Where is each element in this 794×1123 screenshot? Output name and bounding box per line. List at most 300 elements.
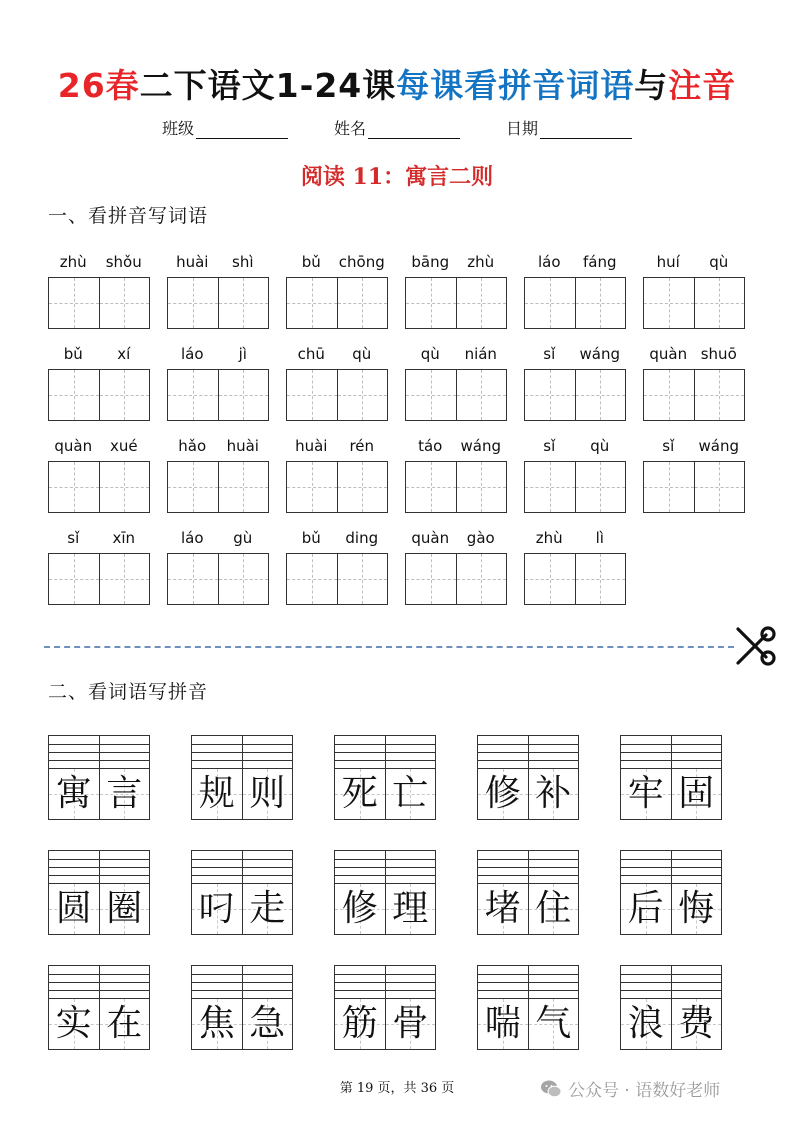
writing-boxes	[167, 277, 269, 329]
character-cell	[242, 884, 293, 934]
pinyin-word-item	[48, 529, 149, 605]
tian-grid-cell[interactable]	[644, 462, 694, 512]
tian-grid-cell[interactable]	[337, 554, 388, 604]
class-field[interactable]	[162, 116, 288, 139]
pinyin-syllable: chōng	[338, 253, 385, 271]
pinyin-writing-lines	[191, 965, 293, 998]
tian-grid-cell[interactable]	[99, 278, 150, 328]
pinyin-syllable: táo	[418, 437, 443, 455]
pinyin-syllable: shǒu	[105, 253, 142, 271]
pinyin-line-cell[interactable]	[49, 851, 99, 883]
word-to-pinyin-grid	[48, 735, 720, 1050]
pinyin-word-item	[405, 345, 506, 421]
word-pinyin-item	[334, 850, 434, 935]
pinyin-syllable: xué	[109, 437, 138, 455]
pinyin-line-cell[interactable]	[671, 736, 722, 768]
tian-grid-cell[interactable]	[694, 370, 745, 420]
writing-boxes	[524, 369, 626, 421]
pinyin-syllable: zhù	[59, 253, 87, 271]
word-pinyin-item	[620, 850, 720, 935]
word-box	[48, 998, 150, 1050]
pinyin-syllable: hǎo	[178, 437, 207, 455]
character: 规	[198, 773, 235, 814]
writing-boxes	[48, 369, 150, 421]
pinyin-syllable: sǐ	[662, 437, 675, 455]
pinyin-row	[48, 345, 149, 367]
pinyin-syllable: sǐ	[543, 437, 556, 455]
character: 堵	[484, 888, 521, 929]
tian-grid-cell[interactable]	[644, 370, 694, 420]
title-part-2: 二下语文1-24课	[139, 66, 397, 105]
character: 叼	[198, 888, 235, 929]
writing-boxes	[405, 277, 507, 329]
pinyin-word-item	[405, 529, 506, 605]
section2-heading: 二、看词语写拼音	[48, 681, 209, 703]
pinyin-line-cell[interactable]	[49, 736, 99, 768]
tian-grid-cell[interactable]	[525, 554, 575, 604]
page-title	[0, 60, 794, 107]
pinyin-syllable: qù	[420, 345, 440, 363]
writing-boxes	[48, 461, 150, 513]
writing-boxes	[405, 553, 507, 605]
tian-grid-cell[interactable]	[49, 554, 99, 604]
tian-grid-cell[interactable]	[525, 370, 575, 420]
character: 固	[678, 773, 715, 814]
pinyin-row	[286, 529, 387, 551]
writing-boxes	[405, 369, 507, 421]
writing-boxes	[167, 369, 269, 421]
pinyin-syllable: jì	[238, 345, 247, 363]
tian-grid-cell[interactable]	[287, 278, 337, 328]
pinyin-syllable: ding	[345, 529, 379, 547]
writing-boxes	[167, 461, 269, 513]
character-cell	[335, 884, 385, 934]
tian-grid-cell[interactable]	[49, 462, 99, 512]
pinyin-syllable: xīn	[112, 529, 136, 547]
watermark-text: 公众号 · 语数好老师	[568, 1081, 721, 1101]
character-cell	[385, 884, 436, 934]
pinyin-line-cell[interactable]	[671, 851, 722, 883]
character: 气	[535, 1003, 572, 1044]
pinyin-syllable: bǔ	[301, 529, 321, 547]
pinyin-word-item	[643, 345, 744, 421]
word-box	[477, 768, 579, 820]
pinyin-row	[524, 345, 625, 367]
name-label: 姓名	[333, 119, 366, 138]
character: 言	[106, 773, 143, 814]
tian-grid-cell[interactable]	[406, 278, 456, 328]
pinyin-line-cell[interactable]	[242, 966, 293, 998]
character: 筋	[341, 1003, 378, 1044]
tian-grid-cell[interactable]	[575, 462, 626, 512]
pinyin-line-cell[interactable]	[335, 851, 385, 883]
name-field[interactable]	[334, 116, 460, 139]
character: 牢	[627, 773, 664, 814]
tian-grid-cell[interactable]	[406, 554, 456, 604]
pinyin-writing-lines	[477, 735, 579, 768]
character-cell	[528, 769, 579, 819]
pinyin-line-cell[interactable]	[621, 966, 671, 998]
character: 死	[341, 773, 378, 814]
character-cell	[99, 884, 150, 934]
tian-grid-cell[interactable]	[218, 554, 269, 604]
pinyin-row	[167, 529, 268, 551]
page-number: 第 19 页，共 36 页	[339, 1081, 455, 1096]
word-box	[477, 883, 579, 935]
pinyin-line-cell[interactable]	[99, 736, 150, 768]
pinyin-writing-lines	[620, 735, 722, 768]
pinyin-row	[48, 529, 149, 551]
word-box	[334, 883, 436, 935]
pinyin-syllable: shì	[232, 253, 254, 271]
word-box	[48, 883, 150, 935]
character-cell	[192, 769, 242, 819]
pinyin-line-cell[interactable]	[242, 851, 293, 883]
pinyin-syllable: gù	[233, 529, 253, 547]
pinyin-line-cell[interactable]	[335, 736, 385, 768]
word-pinyin-item	[620, 965, 720, 1050]
class-label: 班级	[161, 119, 194, 138]
date-field[interactable]	[506, 116, 632, 139]
writing-boxes	[167, 553, 269, 605]
tian-grid-cell[interactable]	[218, 462, 269, 512]
pinyin-writing-lines	[48, 735, 150, 768]
character-cell	[385, 999, 436, 1049]
tian-grid-cell[interactable]	[168, 370, 218, 420]
writing-boxes	[48, 277, 150, 329]
pinyin-word-item	[167, 529, 268, 605]
tian-grid-cell[interactable]	[575, 278, 626, 328]
tian-grid-cell[interactable]	[406, 462, 456, 512]
writing-boxes	[286, 553, 388, 605]
word-pinyin-item	[191, 735, 291, 820]
pinyin-line-cell[interactable]	[478, 966, 528, 998]
character-cell	[242, 769, 293, 819]
pinyin-line-cell[interactable]	[385, 851, 436, 883]
pinyin-line-cell[interactable]	[528, 736, 579, 768]
pinyin-line-cell[interactable]	[99, 966, 150, 998]
tian-grid-cell[interactable]	[456, 278, 507, 328]
pinyin-word-item	[524, 345, 625, 421]
character-cell	[49, 999, 99, 1049]
word-box	[620, 768, 722, 820]
character-cell	[49, 769, 99, 819]
character: 浪	[627, 1003, 664, 1044]
character-cell	[621, 999, 671, 1049]
section1-heading: 一、看拼音写词语	[48, 205, 209, 227]
pinyin-row	[405, 437, 506, 459]
pinyin-syllable: huài	[226, 437, 259, 455]
character-cell	[621, 769, 671, 819]
pinyin-syllable: bǔ	[301, 253, 321, 271]
character: 圈	[106, 888, 143, 929]
character-cell	[99, 999, 150, 1049]
pinyin-writing-lines	[620, 965, 722, 998]
pinyin-syllable: wáng	[460, 437, 501, 455]
character: 骨	[392, 1003, 429, 1044]
character-cell	[478, 999, 528, 1049]
pinyin-line-cell[interactable]	[478, 851, 528, 883]
pinyin-writing-lines	[477, 965, 579, 998]
writing-boxes	[286, 369, 388, 421]
pinyin-line-cell[interactable]	[528, 966, 579, 998]
pinyin-row	[643, 345, 744, 367]
word-pinyin-item	[48, 735, 148, 820]
word-box	[191, 883, 293, 935]
tian-grid-cell[interactable]	[168, 462, 218, 512]
pinyin-writing-lines	[477, 850, 579, 883]
tian-grid-cell[interactable]	[337, 278, 388, 328]
pinyin-row	[167, 253, 268, 275]
pinyin-line-cell[interactable]	[671, 966, 722, 998]
student-info-row	[0, 116, 794, 139]
pinyin-line-cell[interactable]	[192, 966, 242, 998]
pinyin-writing-lines	[191, 735, 293, 768]
pinyin-line-cell[interactable]	[99, 851, 150, 883]
character: 喘	[484, 1003, 521, 1044]
word-box	[48, 768, 150, 820]
pinyin-syllable: láo	[180, 529, 204, 547]
tian-grid-cell[interactable]	[168, 554, 218, 604]
pinyin-row	[643, 253, 744, 275]
character-cell	[621, 884, 671, 934]
name-blank[interactable]	[368, 122, 460, 139]
pinyin-writing-lines	[334, 965, 436, 998]
date-label: 日期	[506, 119, 539, 138]
character-cell	[99, 769, 150, 819]
pinyin-syllable: nián	[464, 345, 497, 363]
character-cell	[335, 769, 385, 819]
character-cell	[242, 999, 293, 1049]
character-cell	[671, 884, 722, 934]
pinyin-writing-lines	[191, 850, 293, 883]
word-pinyin-item	[191, 965, 291, 1050]
character: 圆	[55, 888, 92, 929]
pinyin-row	[405, 529, 506, 551]
writing-boxes	[48, 553, 150, 605]
pinyin-word-item	[524, 437, 625, 513]
pinyin-row	[524, 437, 625, 459]
pinyin-word-item	[643, 437, 744, 513]
pinyin-word-item	[167, 437, 268, 513]
writing-boxes	[643, 277, 745, 329]
date-blank[interactable]	[540, 122, 632, 139]
tian-grid-cell[interactable]	[218, 370, 269, 420]
pinyin-writing-lines	[48, 965, 150, 998]
pinyin-row	[405, 345, 506, 367]
pinyin-line-cell[interactable]	[528, 851, 579, 883]
pinyin-syllable: fáng	[582, 253, 617, 271]
character-cell	[478, 884, 528, 934]
pinyin-row	[286, 437, 387, 459]
character-cell	[385, 769, 436, 819]
character: 费	[678, 1003, 715, 1044]
tian-grid-cell[interactable]	[456, 554, 507, 604]
pinyin-row	[524, 529, 625, 551]
tian-grid-cell[interactable]	[337, 370, 388, 420]
character: 亡	[392, 773, 429, 814]
character-cell	[478, 769, 528, 819]
pinyin-to-word-grid	[48, 253, 768, 605]
pinyin-row	[405, 253, 506, 275]
pinyin-word-item	[405, 253, 506, 329]
tian-grid-cell[interactable]	[337, 462, 388, 512]
pinyin-line-cell[interactable]	[385, 736, 436, 768]
pinyin-line-cell[interactable]	[385, 966, 436, 998]
word-box	[334, 768, 436, 820]
pinyin-line-cell[interactable]	[192, 851, 242, 883]
pinyin-row	[167, 437, 268, 459]
cut-line	[44, 646, 734, 648]
tian-grid-cell[interactable]	[49, 278, 99, 328]
pinyin-word-item	[286, 253, 387, 329]
pinyin-syllable: zhù	[467, 253, 495, 271]
word-pinyin-item	[620, 735, 720, 820]
pinyin-syllable: huài	[295, 437, 328, 455]
tian-grid-cell[interactable]	[575, 370, 626, 420]
word-box	[191, 768, 293, 820]
tian-grid-cell[interactable]	[168, 278, 218, 328]
title-part-1: 26春	[57, 66, 140, 105]
tian-grid-cell[interactable]	[644, 278, 694, 328]
wechat-icon	[540, 1079, 562, 1099]
tian-grid-cell[interactable]	[456, 370, 507, 420]
pinyin-line-cell[interactable]	[478, 736, 528, 768]
class-blank[interactable]	[196, 122, 288, 139]
tian-grid-cell[interactable]	[99, 554, 150, 604]
character: 在	[106, 1003, 143, 1044]
pinyin-syllable: zhù	[535, 529, 563, 547]
tian-grid-cell[interactable]	[49, 370, 99, 420]
tian-grid-cell[interactable]	[218, 278, 269, 328]
character: 理	[392, 888, 429, 929]
tian-grid-cell[interactable]	[456, 462, 507, 512]
pinyin-syllable: quàn	[411, 529, 450, 547]
character-cell	[192, 884, 242, 934]
character: 焦	[198, 1003, 235, 1044]
tian-grid-cell[interactable]	[525, 278, 575, 328]
scissors-icon	[732, 623, 778, 669]
tian-grid-cell[interactable]	[575, 554, 626, 604]
pinyin-writing-lines	[334, 850, 436, 883]
word-pinyin-item	[477, 965, 577, 1050]
pinyin-syllable: xí	[117, 345, 131, 363]
pinyin-word-item	[48, 345, 149, 421]
pinyin-word-item	[524, 253, 625, 329]
character: 住	[535, 888, 572, 929]
word-box	[477, 998, 579, 1050]
pinyin-syllable: huài	[176, 253, 209, 271]
character: 后	[627, 888, 664, 929]
pinyin-syllable: qù	[352, 345, 372, 363]
pinyin-row	[286, 345, 387, 367]
writing-boxes	[286, 277, 388, 329]
word-pinyin-item	[477, 850, 577, 935]
pinyin-word-item	[286, 345, 387, 421]
pinyin-row	[643, 437, 744, 459]
word-box	[191, 998, 293, 1050]
pinyin-word-item	[48, 437, 149, 513]
pinyin-syllable: quàn	[649, 345, 688, 363]
character: 急	[249, 1003, 286, 1044]
tian-grid-cell[interactable]	[694, 278, 745, 328]
pinyin-word-item	[167, 345, 268, 421]
pinyin-syllable: chū	[297, 345, 325, 363]
tian-grid-cell[interactable]	[406, 370, 456, 420]
pinyin-word-item	[167, 253, 268, 329]
word-pinyin-item	[334, 965, 434, 1050]
word-pinyin-item	[191, 850, 291, 935]
pinyin-syllable: bǔ	[63, 345, 83, 363]
writing-boxes	[524, 277, 626, 329]
tian-grid-cell[interactable]	[287, 554, 337, 604]
pinyin-row	[167, 345, 268, 367]
pinyin-word-item	[643, 253, 744, 329]
pinyin-word-item	[48, 253, 149, 329]
pinyin-row	[48, 437, 149, 459]
pinyin-syllable: qù	[709, 253, 729, 271]
pinyin-syllable: rén	[349, 437, 375, 455]
character-cell	[335, 999, 385, 1049]
writing-boxes	[405, 461, 507, 513]
pinyin-line-cell[interactable]	[49, 966, 99, 998]
character: 则	[249, 773, 286, 814]
character-cell	[192, 999, 242, 1049]
writing-boxes	[524, 461, 626, 513]
pinyin-syllable: sǐ	[67, 529, 80, 547]
pinyin-line-cell[interactable]	[335, 966, 385, 998]
pinyin-syllable: quàn	[54, 437, 93, 455]
pinyin-word-item	[405, 437, 506, 513]
pinyin-syllable: shuō	[700, 345, 737, 363]
character: 补	[535, 773, 572, 814]
pinyin-syllable: lì	[595, 529, 604, 547]
pinyin-syllable: gào	[466, 529, 495, 547]
word-box	[334, 998, 436, 1050]
pinyin-syllable: qù	[590, 437, 610, 455]
tian-grid-cell[interactable]	[287, 462, 337, 512]
word-pinyin-item	[48, 965, 148, 1050]
tian-grid-cell[interactable]	[99, 370, 150, 420]
character-cell	[671, 769, 722, 819]
character-cell	[49, 884, 99, 934]
character: 寓	[55, 773, 92, 814]
word-box	[620, 998, 722, 1050]
pinyin-line-cell[interactable]	[621, 736, 671, 768]
tian-grid-cell[interactable]	[99, 462, 150, 512]
character: 实	[55, 1003, 92, 1044]
pinyin-syllable: huí	[656, 253, 680, 271]
writing-boxes	[286, 461, 388, 513]
title-part-4: 与	[634, 66, 669, 105]
tian-grid-cell[interactable]	[694, 462, 745, 512]
tian-grid-cell[interactable]	[287, 370, 337, 420]
pinyin-line-cell[interactable]	[242, 736, 293, 768]
word-pinyin-item	[48, 850, 148, 935]
pinyin-line-cell[interactable]	[192, 736, 242, 768]
pinyin-syllable: láo	[180, 345, 204, 363]
tian-grid-cell[interactable]	[525, 462, 575, 512]
title-part-5: 注音	[668, 66, 737, 105]
pinyin-line-cell[interactable]	[621, 851, 671, 883]
word-pinyin-item	[477, 735, 577, 820]
lesson-title: 阅读 11：寓言二则	[300, 164, 494, 190]
character-cell	[671, 999, 722, 1049]
character: 走	[249, 888, 286, 929]
pinyin-row	[48, 253, 149, 275]
pinyin-syllable: wáng	[579, 345, 620, 363]
title-part-3: 每课看拼音词语	[396, 66, 635, 105]
